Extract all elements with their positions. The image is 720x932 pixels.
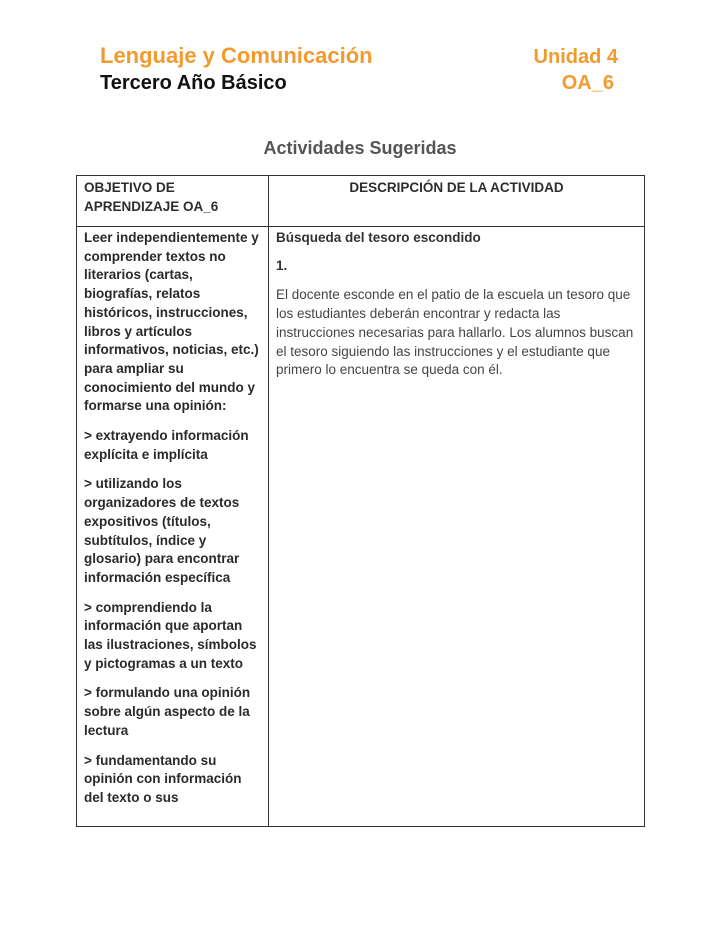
objective-cell [77,227,269,827]
oa-label: OA_6 [561,72,614,94]
activity-description: El docente esconde en el patio de la escuela un tesoro que los estudiantes deberán encontrar y redacta las instrucciones necesarias para hallarlo. Los alumnos buscan el tesoro siguiendo las instrucciones y el estudiante que primero lo encuentra se queda con él. [276,287,634,378]
objective-bullet: > fundamentando su opinión con información del texto o sus [84,752,242,805]
objective-text-block [84,229,260,807]
header-right [534,44,618,96]
header-left [100,42,373,96]
section-title: Actividades Sugeridas [263,138,457,158]
description-header: DESCRIPCIÓN DE LA ACTIVIDAD [269,176,645,227]
objective-bullet: > formulando una opinión sobre algún aspecto de la lectura [84,685,251,738]
activities-table [76,175,645,827]
objective-bullet: > utilizando los organizadores de textos expositivos (títulos, subtítulos, índice y glosario) para encontrar información específica [84,476,240,585]
subject-title: Lenguaje y Comunicación [100,43,373,68]
unit-label: Unidad 4 [533,46,618,68]
grade-title: Tercero Año Básico [100,72,287,94]
objective-bullet: > extrayendo información explícita e implícita [84,428,249,462]
objective-bullet: > comprendiendo la información que aportan las ilustraciones, símbolos y pictogramas a un texto [84,599,257,671]
activity-title: Búsqueda del tesoro escondido [276,230,481,245]
description-cell [269,227,645,827]
table-row [77,227,645,827]
table-header-row [77,176,645,227]
objective-header: OBJETIVO DE APRENDIZAJE OA_6 [77,176,269,227]
activity-number: 1. [276,257,288,273]
objective-intro: Leer independientemente y comprender textos no literarios (cartas, biografías, relatos históricos, instrucciones, libros y artículos informativos, noticias, etc.) para ampliar su conocimiento del mundo y formarse una opinión: [84,230,259,414]
